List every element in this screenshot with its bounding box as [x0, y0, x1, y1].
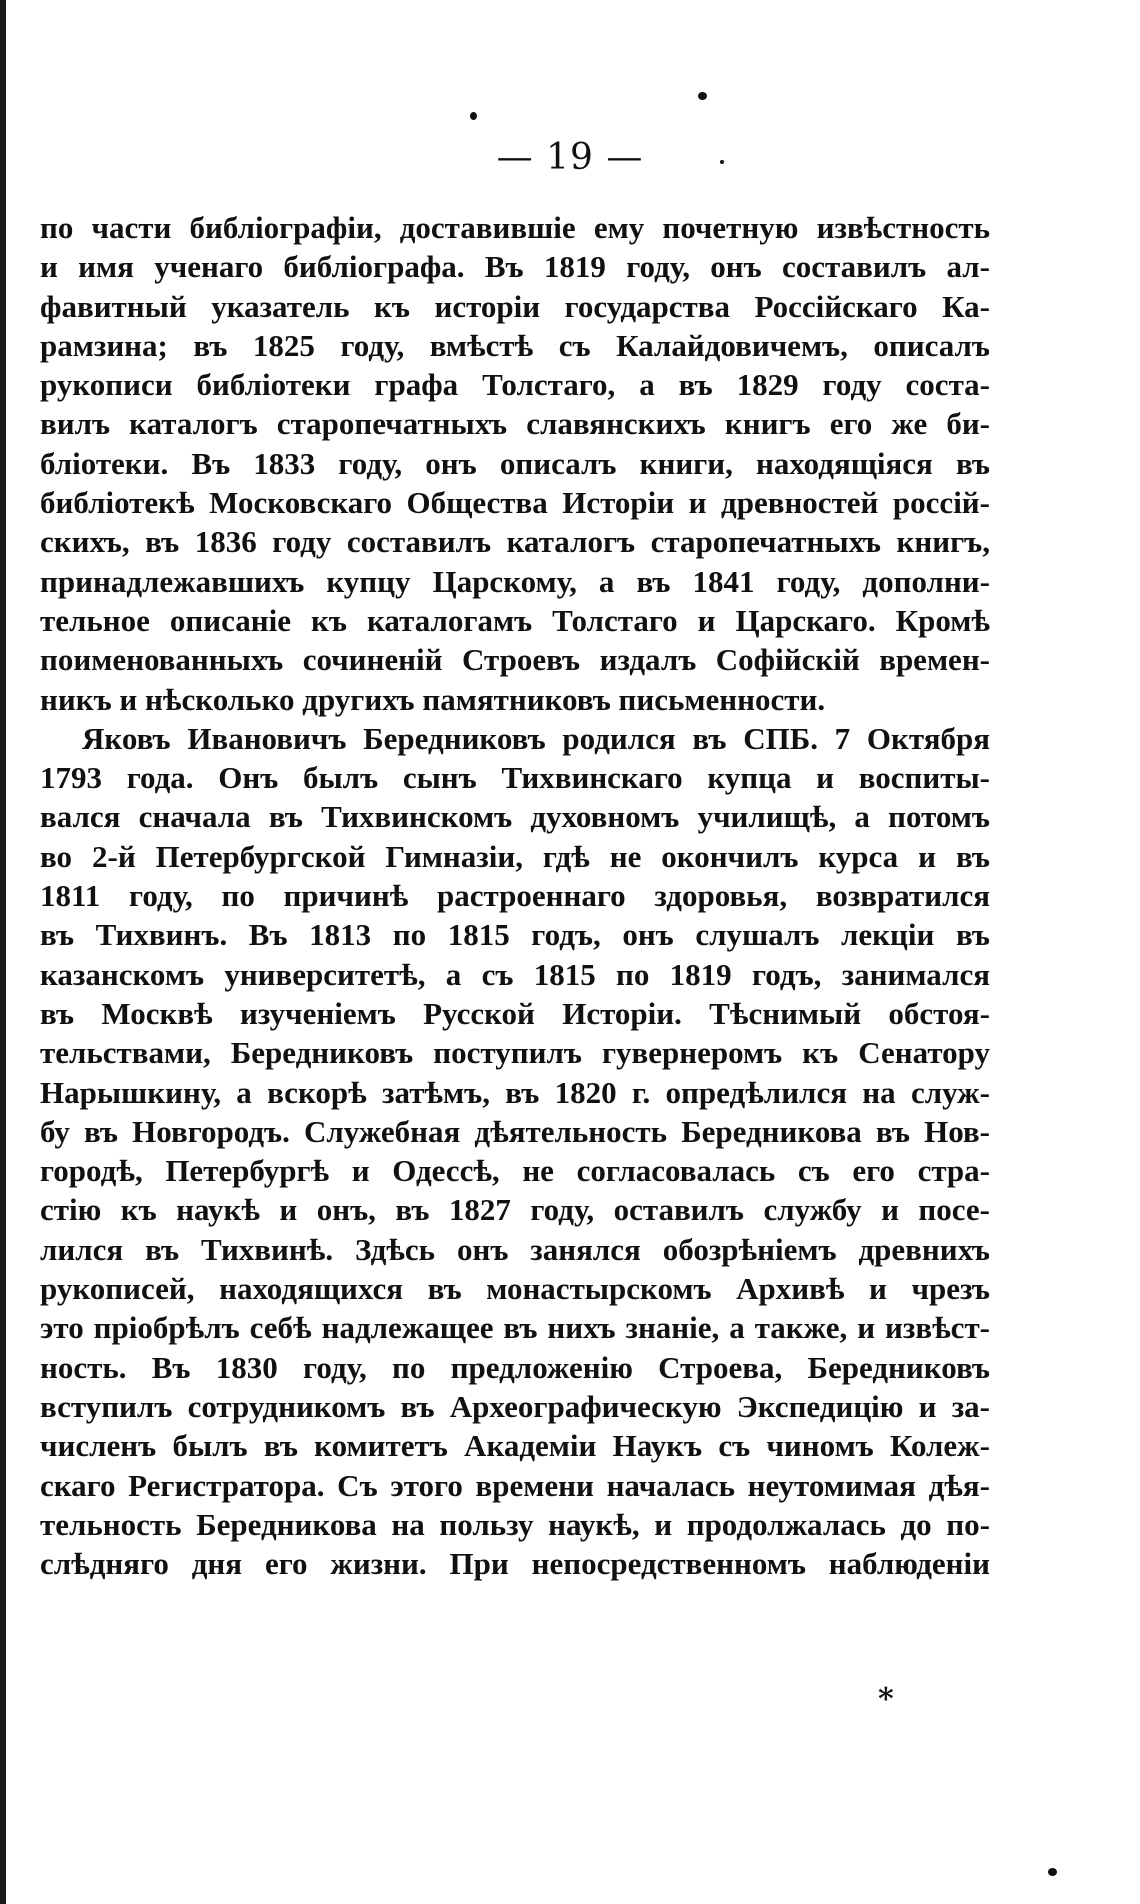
text-line: тельное описаніе къ каталогамъ Толстаго и Царскаго. Кромѣ [40, 602, 990, 638]
text-line: слѣдняго дня его жизни. При непосредственномъ наблюденіи [40, 1546, 990, 1582]
text-line: вступилъ сотрудникомъ въ Археографическую Экспедицію и за- [40, 1388, 990, 1424]
text-line: скихъ, въ 1836 году составилъ каталогъ старопечатныхъ книгъ, [40, 524, 990, 560]
signature-mark: * [878, 1682, 894, 1717]
text-line: въ Москвѣ изученіемъ Русской Исторіи. Тѣснимый обстоя- [40, 995, 990, 1031]
text-line: тельность Бередникова на пользу наукѣ, и продолжалась до по- [40, 1506, 990, 1542]
text-line: въ Тихвинъ. Въ 1813 по 1815 годъ, онъ слушалъ лекціи въ [40, 917, 990, 953]
text-line: поименованныхъ сочиненій Строевъ издалъ Софійскій времен- [40, 642, 990, 678]
text-line: Нарышкину, а вскорѣ затѣмъ, въ 1820 г. опредѣлился на служ- [40, 1074, 990, 1110]
text-line: 1811 году, по причинѣ растроеннаго здоровья, возвратился [40, 878, 990, 914]
text-line: это пріобрѣлъ себѣ надлежащее въ нихъ знаніе, а также, и извѣст- [40, 1310, 990, 1346]
text-line: вался сначала въ Тихвинскомъ духовномъ училищѣ, а потомъ [40, 799, 990, 835]
text-line: вилъ каталогъ старопечатныхъ славянскихъ книгъ его же би- [40, 406, 990, 442]
text-line: во 2-й Петербургской Гимназіи, гдѣ не окончилъ курса и въ [40, 838, 990, 874]
text-line: численъ былъ въ комитетъ Академіи Наукъ съ чиномъ Колеж- [40, 1428, 990, 1464]
text-line: скаго Регистратора. Съ этого времени началась неутомимая дѣя- [40, 1467, 990, 1503]
text-line: бу въ Новгородъ. Служебная дѣятельность Бередникова въ Нов- [40, 1113, 990, 1149]
page-number: — 19 — [496, 137, 644, 178]
body-text [40, 208, 990, 1583]
text-line: рамзина; въ 1825 году, вмѣстѣ съ Калайдовичемъ, описалъ [40, 327, 990, 363]
paragraph [40, 208, 990, 719]
text-line: Яковъ Ивановичъ Бередниковъ родился въ СПБ. 7 Октября [82, 720, 990, 756]
text-line: городѣ, Петербургѣ и Одессѣ, не согласовалась съ его стра- [40, 1153, 990, 1189]
text-line: фавитный указатель къ исторіи государства Россійскаго Ка- [40, 288, 990, 324]
text-line: рукописей, находящихся въ монастырскомъ Архивѣ и чрезъ [40, 1271, 990, 1307]
text-line: библіотекѣ Московскаго Общества Исторіи и древностей россій- [40, 485, 990, 521]
text-line: и имя ученаго библіографа. Въ 1819 году, онъ составилъ ал- [40, 249, 990, 285]
text-line: принадлежавшихъ купцу Царскому, а въ 1841 году, дополни- [40, 563, 990, 599]
scan-edge-rule [0, 0, 6, 1904]
text-line: казанскомъ университетѣ, а съ 1815 по 1819 годъ, занимался [40, 956, 990, 992]
text-line: лился въ Тихвинѣ. Здѣсь онъ занялся обозрѣніемъ древнихъ [40, 1231, 990, 1267]
text-line: 1793 года. Онъ былъ сынъ Тихвинскаго купца и воспиты- [40, 760, 990, 796]
text-line: ность. Въ 1830 году, по предложенію Строева, Бередниковъ [40, 1349, 990, 1385]
scan-speck [470, 112, 477, 120]
text-line: стію къ наукѣ и онъ, въ 1827 году, оставилъ службу и посе- [40, 1192, 990, 1228]
text-line: никъ и нѣсколько другихъ памятниковъ письменности. [40, 681, 826, 717]
text-line: тельствами, Бередниковъ поступилъ гувернеромъ къ Сенатору [40, 1035, 990, 1071]
scan-speck [1048, 1868, 1057, 1876]
text-line: по части библіографіи, доставившіе ему почетную извѣстность [40, 210, 990, 245]
text-line: бліотеки. Въ 1833 году, онъ описалъ книги, находящіяся въ [40, 445, 990, 481]
scan-speck [698, 92, 707, 100]
text-line: рукописи библіотеки графа Толстаго, а въ 1829 году соста- [40, 367, 990, 403]
paragraph [40, 719, 990, 1584]
